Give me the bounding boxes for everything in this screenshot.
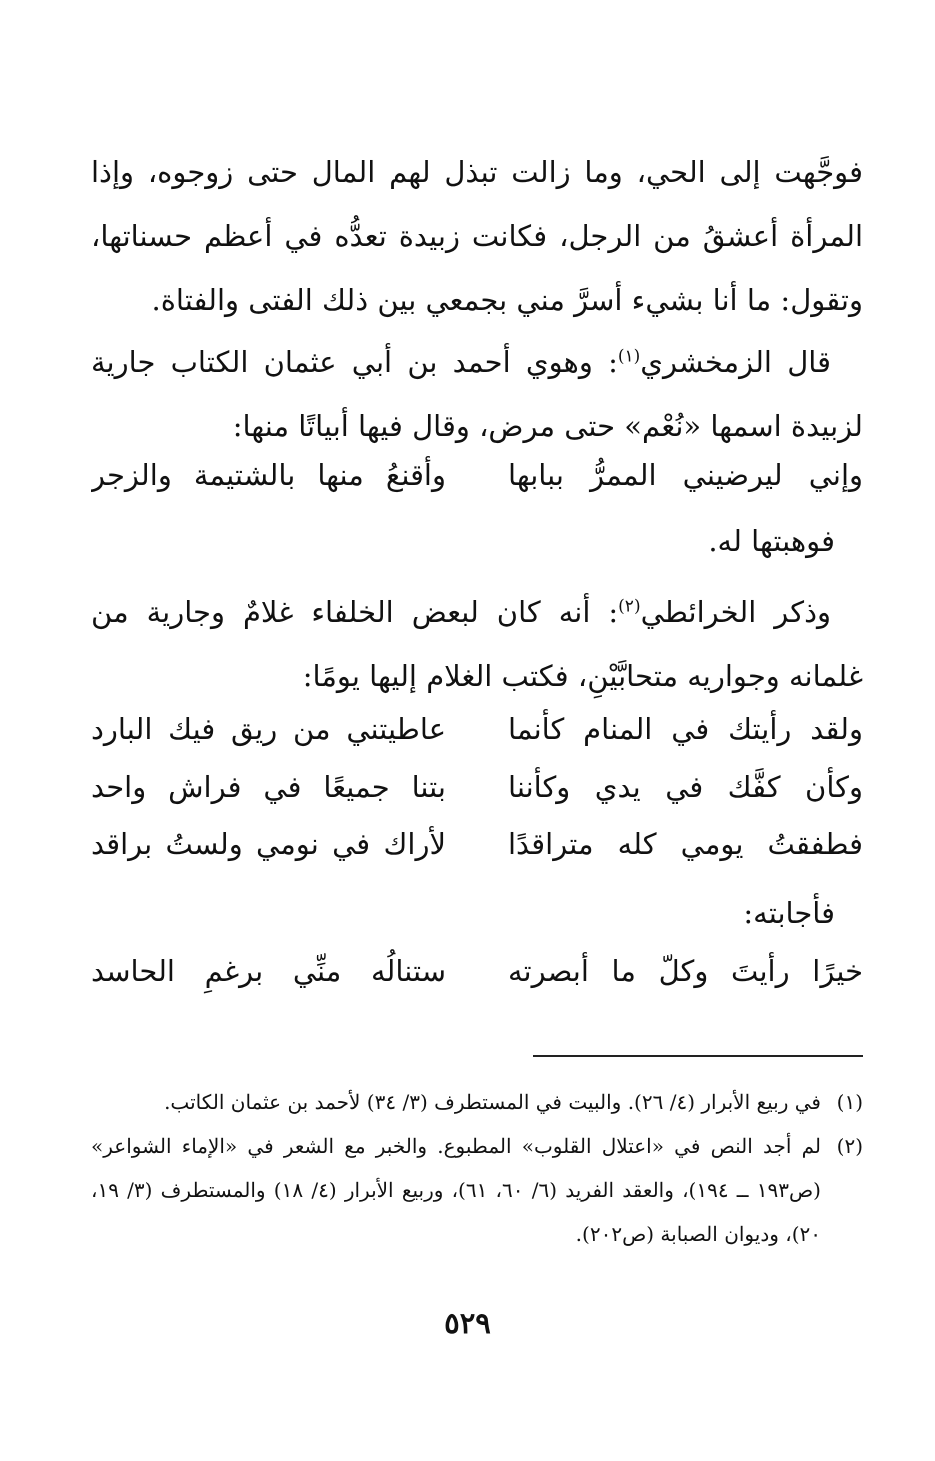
verse-3-first-hemistich: وكأن كفَّك في يدي وكأننا (508, 770, 863, 804)
footnotes (91, 1080, 863, 1256)
paragraph-2-lead: قال الزمخشري (640, 345, 831, 379)
page-number: ٥٢٩ (444, 1306, 491, 1340)
verse-1-second-hemistich: وأقنعُ منها بالشتيمة والزجر (91, 458, 446, 492)
verse-line-2 (91, 700, 863, 758)
paragraph-1: فوجَّهت إلى الحي، وما زالت تبذل لهم المال حتى زوجوه، وإذا المرأة أعشقُ من الرجل، فكانت زبيدة تعدُّه في أعظم حسناتها، وتقول: ما أنا بشيء أسرَّ مني بجمعي بين ذلك الفتى والفتاة. (91, 155, 863, 317)
footnote-2-text: لم أجد النص في «اعتلال القلوب» المطبوع. والخبر مع الشعر في «الإماء الشواعر» (ص١٩٣ ــ ١٩٤)، والعقد الفريد (٦/ ٦٠، ٦١)، وربيع الأبرار (٤/ ١٨) والمستطرف (٣/ ١٩، ٢٠)، وديوان الصبابة (ص٢٠٢). (91, 1134, 821, 1246)
footnote-1-number: (١) (836, 1090, 863, 1114)
verse-4-first-hemistich: فطفقتُ يومي كله متراقدًا (508, 827, 863, 861)
verse-1-first-hemistich: وإني ليرضيني الممرُّ ببابها (508, 458, 863, 492)
verse-2-second-hemistich: عاطيتني من ريق فيك البارد (91, 712, 446, 746)
paragraph-3-body: : أنه كان لبعض الخلفاء غلامٌ وجارية من غلمانه وجواريه متحابَّيْنِ، فكتب الغلام إليها يومًا: (91, 595, 863, 693)
verse-4-second-hemistich: لأراك في نومي ولستُ براقد (91, 827, 446, 861)
paragraph-3 (91, 580, 863, 708)
paragraph-3-lead: وذكر الخرائطي (640, 595, 831, 629)
verse-5-first-hemistich: خيرًا رأيتَ وكلّ ما أبصرته (508, 954, 863, 988)
gift-line: فوهبتها له. (708, 524, 835, 558)
reply-line: فأجابته: (743, 896, 835, 930)
verse-2-first-hemistich: ولقد رأيتك في المنام كأنما (508, 712, 863, 746)
footnote-1-text: في ربيع الأبرار (٤/ ٢٦). والبيت في المستطرف (٣/ ٣٤) لأحمد بن عثمان الكاتب. (164, 1090, 821, 1114)
footnote-ref-1: (١) (617, 346, 641, 367)
paragraph-2-body: : وهوي أحمد بن أبي عثمان الكتاب جارية لزبيدة اسمها «نُعْم» حتى مرض، وقال فيها أبياتًا منها: (91, 345, 863, 443)
verse-line-4 (91, 815, 863, 873)
footnote-separator (533, 1055, 863, 1057)
footnote-ref-2: (٢) (618, 596, 641, 617)
verse-line-1 (91, 446, 863, 504)
paragraph-2 (91, 330, 863, 458)
verse-line-3 (91, 758, 863, 816)
footnote-1 (91, 1080, 863, 1124)
verse-5-second-hemistich: ستنالُه منِّي برغمِ الحاسد (91, 954, 446, 988)
footnote-2-number: (٢) (836, 1134, 863, 1158)
verse-3-second-hemistich: بتنا جميعًا في فراش واحد (91, 770, 446, 804)
verse-line-5 (91, 942, 863, 1000)
footnote-2 (91, 1124, 863, 1256)
